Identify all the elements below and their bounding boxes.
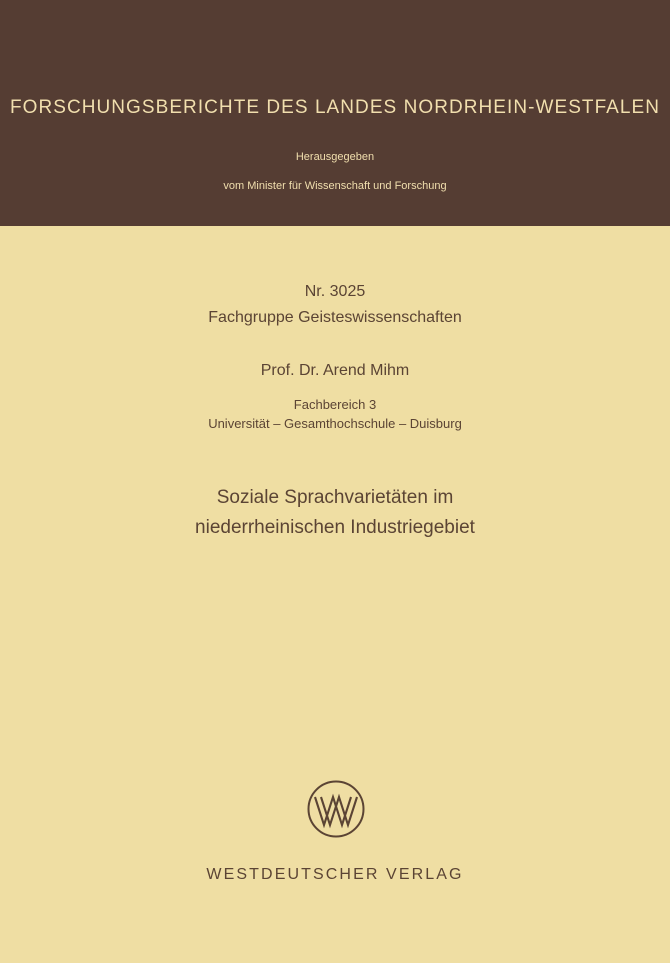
ministry-label: vom Minister für Wissenschaft und Forschung <box>223 180 447 192</box>
university-name: Universität – Gesamthochschule – Duisburg <box>208 416 462 431</box>
department-label: Fachbereich 3 <box>293 397 377 412</box>
publisher-logo-icon <box>306 779 366 839</box>
book-title-line-1: Soziale Sprachvarietäten im <box>216 487 454 508</box>
subject-group: Fachgruppe Geisteswissenschaften <box>208 309 462 326</box>
publication-number: Nr. 3025 <box>304 283 366 300</box>
book-title-line-2: niederrheinischen Industriegebiet <box>195 517 475 538</box>
series-header-band <box>0 0 670 226</box>
edited-by-label: Herausgegeben <box>295 151 375 163</box>
author-name: Prof. Dr. Arend Mihm <box>260 362 410 379</box>
series-title: FORSCHUNGSBERICHTE DES LANDES NORDRHEIN-WESTFALEN <box>9 97 661 118</box>
publisher-name: WESTDEUTSCHER VERLAG <box>206 866 464 883</box>
